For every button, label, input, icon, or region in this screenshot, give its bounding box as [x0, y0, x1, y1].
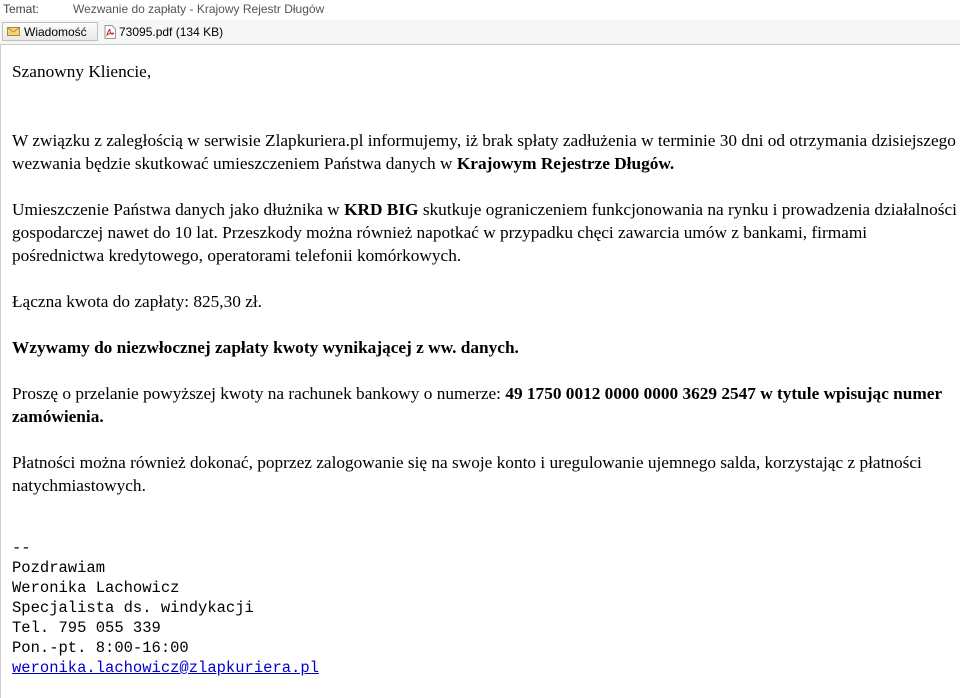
signature-email-link[interactable]: weronika.lachowicz@zlapkuriera.pl [12, 659, 319, 677]
paragraph-2 [12, 198, 958, 267]
payment-demand [12, 336, 958, 359]
bank-account-bold: 49 1750 0012 0000 0000 3629 2547 w tytule wpisując numer zamówienia. [12, 384, 942, 426]
message-body [12, 60, 958, 497]
signature-phone: Tel. 795 055 339 [12, 619, 161, 637]
tab-message-label: Wiadomość [24, 24, 87, 39]
paragraph-1 [12, 129, 958, 175]
subject-text: Wezwanie do zapłaty - Krajowy Rejestr Długów [73, 2, 325, 16]
paragraph-6: Płatności można również dokonać, poprzez zalogowanie się na swoje konto i uregulowanie ujemnego salda, korzystając z płatności natychmiastowych. [12, 453, 922, 495]
subject-label: Temat: [3, 2, 40, 16]
total-amount: Łączna kwota do zapłaty: 825,30 zł. [12, 292, 263, 311]
message-tabs-bar [0, 20, 960, 45]
paragraph-2-text-b: skutkuje ograniczeniem funkcjonowania na rynku i prowadzenia działalności gospodarczej nawet do 10 lat. Przeszkody można również napotkać w przypadku chęci zawarcia umów z bankami, firmami pośrednictwa kredytowego, operatorami telefonii komórkowych. [12, 200, 957, 265]
attachment-pdf[interactable] [104, 22, 223, 41]
signature-name: Weronika Lachowicz [12, 579, 180, 597]
signature-hours: Pon.-pt. 8:00-16:00 [12, 639, 189, 657]
attachment-label: 73095.pdf (134 KB) [119, 24, 224, 39]
bank-account-paragraph [12, 382, 958, 428]
signature-closing: Pozdrawiam [12, 559, 106, 577]
bank-account-text: Proszę o przelanie powyższej kwoty na rachunek bankowy o numerze: [12, 384, 506, 403]
paragraph-1-text: W związku z zaległością w serwisie Zlapkuriera.pl informujemy, iż brak spłaty zadłużenia w terminie 30 dni od otrzymania dzisiejszego wezwania będzie skutkować umieszczeniem Państwa danych w [12, 131, 956, 173]
paragraph-2-bold: KRD BIG [344, 200, 419, 219]
signature [12, 538, 319, 678]
pdf-file-icon [104, 25, 116, 39]
greeting: Szanowny Kliencie, [12, 62, 152, 81]
paragraph-1-bold: Krajowym Rejestrze Długów. [456, 154, 675, 173]
signature-title: Specjalista ds. windykacji [12, 599, 254, 617]
signature-separator: -- [12, 539, 31, 557]
envelope-icon [7, 27, 20, 36]
paragraph-2-text-a: Umieszczenie Państwa danych jako dłużnika w [12, 200, 345, 219]
payment-demand-bold: Wzywamy do niezwłocznej zapłaty kwoty wynikającej z ww. danych. [12, 338, 519, 357]
subject-header [0, 0, 960, 21]
tab-message[interactable] [2, 22, 98, 41]
